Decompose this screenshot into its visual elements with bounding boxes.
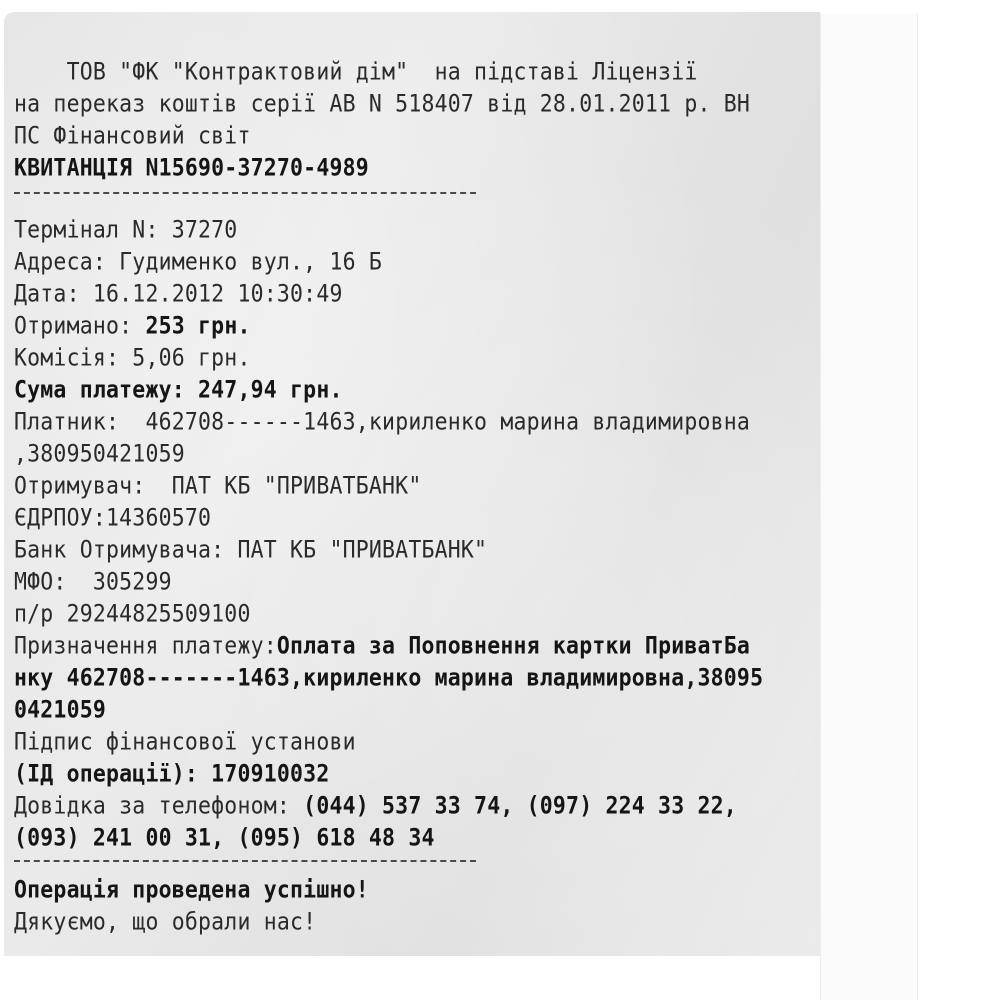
issuer-line-1: ТОВ "ФК "Контрактовий дім" на підставі Ліцензії bbox=[14, 58, 698, 87]
edrpou-row bbox=[14, 502, 211, 536]
commission-label: Комісія: bbox=[14, 344, 133, 373]
terminal-value: 37270 bbox=[171, 216, 238, 245]
date-label: Дата: bbox=[14, 280, 93, 309]
date-row bbox=[14, 278, 343, 312]
success-message: Операція проведена успішно! bbox=[14, 876, 369, 905]
payer-value: 462708------1463,кириленко марина владимировна bbox=[145, 408, 751, 437]
phone-numbers-2: (093) 241 00 31, (095) 618 48 34 bbox=[14, 824, 435, 853]
payer-phone: ,380950421059 bbox=[14, 440, 185, 469]
address-label: Адреса: bbox=[14, 248, 120, 277]
recipient-label: Отримувач: bbox=[14, 472, 172, 501]
received-row bbox=[14, 310, 251, 344]
received-label: Отримано: bbox=[14, 312, 146, 341]
receipt-number: КВИТАНЦІЯ N15690-37270-4989 bbox=[14, 154, 369, 183]
payer-label: Платник: bbox=[14, 408, 146, 437]
issuer-line-2: на переказ коштів серії АВ N 518407 від 28.01.2011 р. ВН bbox=[14, 90, 751, 119]
commission-row bbox=[14, 342, 251, 376]
mfo-row bbox=[14, 566, 172, 600]
payer-row bbox=[14, 406, 750, 440]
purpose-row bbox=[14, 630, 750, 664]
purpose-value-2: нку 462708-------1463,кириленко марина владимировна,38095 bbox=[14, 664, 764, 693]
terminal-row bbox=[14, 214, 237, 248]
recipient-bank-label: Банк Отримувача: bbox=[14, 536, 238, 565]
phone-label: Довідка за телефоном: bbox=[14, 792, 304, 821]
mfo-label: МФО: bbox=[14, 568, 93, 597]
recipient-value: ПАТ КБ "ПРИВАТБАНК" bbox=[171, 472, 422, 501]
account-value: 29244825509100 bbox=[66, 600, 251, 629]
divider-bottom bbox=[14, 860, 476, 862]
operation-id-row bbox=[14, 758, 329, 792]
date-value: 16.12.2012 10:30:49 bbox=[92, 280, 343, 309]
operation-id-label: (ІД операції): bbox=[14, 760, 212, 789]
edrpou-label: ЄДРПОУ: bbox=[14, 504, 107, 533]
recipient-row bbox=[14, 470, 421, 504]
payment-sum: Сума платежу: 247,94 грн. bbox=[14, 376, 343, 405]
purpose-value-3: 0421059 bbox=[14, 696, 107, 725]
commission-value: 5,06 грн. bbox=[132, 344, 251, 373]
received-value: 253 грн. bbox=[145, 312, 251, 341]
signature-label: Підпис фінансової установи bbox=[14, 728, 356, 757]
terminal-label: Термінал N: bbox=[14, 216, 172, 245]
phone-numbers-1: (044) 537 33 74, (097) 224 33 22, bbox=[303, 792, 737, 821]
paper-edge bbox=[820, 14, 918, 1000]
divider-top bbox=[14, 192, 476, 194]
account-label: п/р bbox=[14, 600, 67, 629]
operation-id-value: 170910032 bbox=[211, 760, 330, 789]
address-row bbox=[14, 246, 382, 280]
account-row bbox=[14, 598, 251, 632]
phone-row bbox=[14, 790, 737, 824]
payment-receipt bbox=[4, 12, 820, 956]
recipient-bank-value: ПАТ КБ "ПРИВАТБАНК" bbox=[237, 536, 488, 565]
purpose-label: Призначення платежу: bbox=[14, 632, 277, 661]
recipient-bank-row bbox=[14, 534, 487, 568]
purpose-value-1: Оплата за Поповнення картки ПриватБа bbox=[276, 632, 751, 661]
issuer-line-3: ПС Фінансовий світ bbox=[14, 122, 251, 151]
thanks-message: Дякуємо, що обрали нас! bbox=[14, 908, 317, 937]
address-value: Гудименко вул., 16 Б bbox=[119, 248, 383, 277]
mfo-value: 305299 bbox=[92, 568, 172, 597]
edrpou-value: 14360570 bbox=[106, 504, 212, 533]
